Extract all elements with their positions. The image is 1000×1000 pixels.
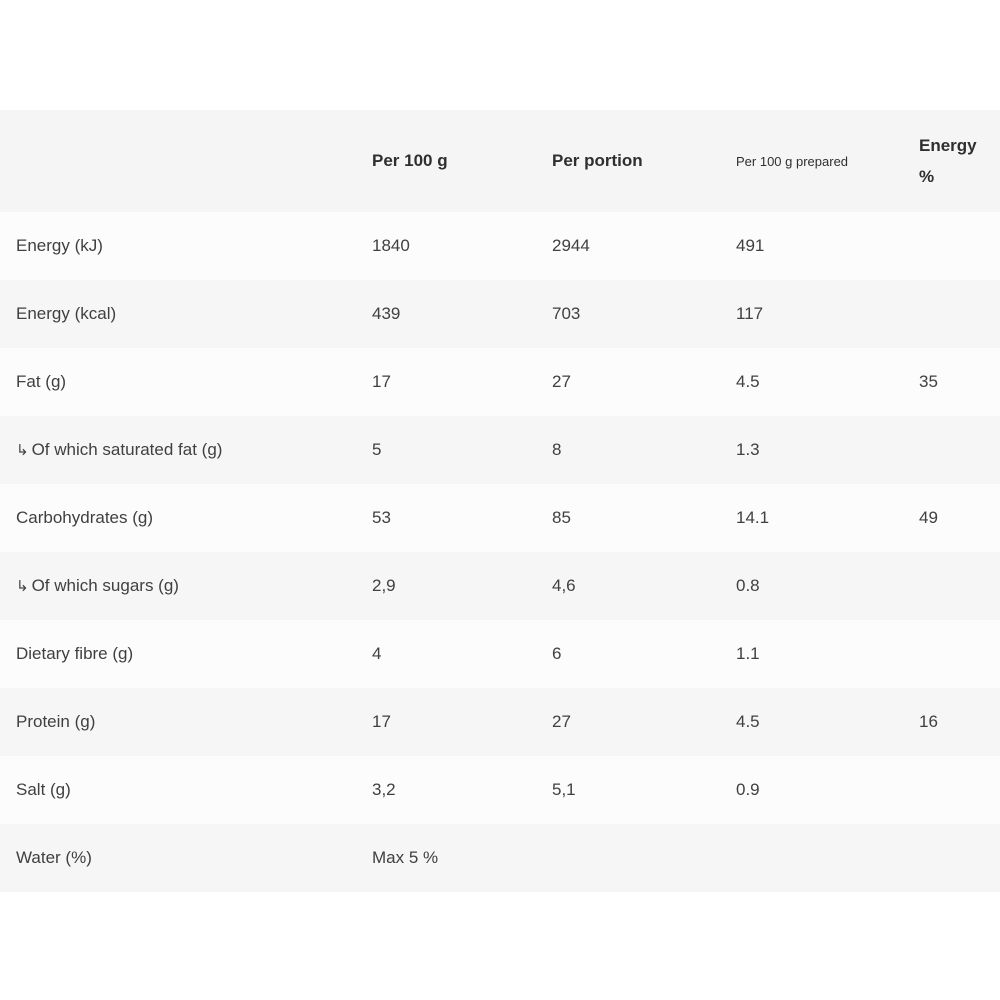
- nutrition-table: [0, 110, 1000, 892]
- row-label-text: Of which sugars (g): [31, 576, 179, 595]
- cell-per-100g-prepared: 0.9: [736, 780, 760, 799]
- table-row: [0, 824, 1000, 892]
- row-label-sub: [0, 552, 372, 620]
- cell-per-portion: 8: [552, 440, 562, 459]
- table-row: [0, 620, 1000, 688]
- cell-per-portion: 2944: [552, 236, 590, 255]
- row-label: Water (%): [16, 848, 92, 867]
- table-row: [0, 756, 1000, 824]
- header-per-100g-prepared: Per 100 g prepared: [736, 153, 849, 169]
- cell-per-portion: 4,6: [552, 576, 576, 595]
- cell-energy-percent: [919, 416, 1000, 484]
- table-row: [0, 416, 1000, 484]
- cell-per-100g-prepared: 4.5: [736, 712, 760, 731]
- cell-per-100g: 5: [372, 440, 382, 459]
- cell-per-100g: 17: [372, 712, 391, 731]
- cell-energy-percent: [919, 756, 1000, 824]
- cell-per-portion: 27: [552, 372, 571, 391]
- cell-per-portion: 27: [552, 712, 571, 731]
- row-label: Fat (g): [16, 372, 67, 391]
- row-label: Dietary fibre (g): [16, 644, 134, 663]
- row-label: Energy (kJ): [16, 236, 103, 255]
- cell-energy-percent: [919, 212, 1000, 280]
- cell-per-portion: 5,1: [552, 780, 576, 799]
- cell-per-100g-prepared: 1.1: [736, 644, 760, 663]
- cell-per-portion: [552, 824, 736, 892]
- table-row: [0, 348, 1000, 416]
- header-energy-percent: Energy %: [919, 136, 977, 186]
- table-row: [0, 280, 1000, 348]
- table-row: [0, 688, 1000, 756]
- cell-per-100g: 53: [372, 508, 391, 527]
- cell-energy-percent: 49: [919, 508, 938, 527]
- cell-per-portion: 6: [552, 644, 562, 663]
- header-per-portion: Per portion: [552, 151, 643, 170]
- cell-energy-percent: [919, 824, 1000, 892]
- sub-item-arrow-icon: ↳: [16, 442, 29, 459]
- row-label: Salt (g): [16, 780, 71, 799]
- cell-per-100g: 17: [372, 372, 391, 391]
- table-row: [0, 552, 1000, 620]
- sub-item-arrow-icon: ↳: [16, 578, 29, 595]
- row-label: Protein (g): [16, 712, 96, 731]
- cell-per-100g-prepared: 14.1: [736, 508, 770, 527]
- cell-energy-percent: [919, 552, 1000, 620]
- cell-per-100g-prepared: 491: [736, 236, 765, 255]
- table-row: [0, 212, 1000, 280]
- cell-energy-percent: [919, 280, 1000, 348]
- cell-per-100g: Max 5 %: [372, 848, 439, 867]
- cell-per-100g-prepared: 1.3: [736, 440, 760, 459]
- cell-per-100g-prepared: 0.8: [736, 576, 760, 595]
- table-row: [0, 484, 1000, 552]
- cell-per-100g: 3,2: [372, 780, 396, 799]
- cell-per-100g: 439: [372, 304, 401, 323]
- row-label-sub: [0, 416, 372, 484]
- row-label: Energy (kcal): [16, 304, 117, 323]
- row-label-text: Of which saturated fat (g): [31, 440, 223, 459]
- cell-per-100g: 4: [372, 644, 382, 663]
- header-per-100g: Per 100 g: [372, 151, 448, 170]
- cell-energy-percent: 35: [919, 372, 938, 391]
- table-header-row: [0, 110, 1000, 212]
- header-label: [0, 110, 372, 212]
- cell-energy-percent: [919, 620, 1000, 688]
- cell-per-100g: 1840: [372, 236, 410, 255]
- row-label: Carbohydrates (g): [16, 508, 154, 527]
- cell-per-100g: 2,9: [372, 576, 396, 595]
- cell-per-100g-prepared: [736, 824, 919, 892]
- cell-per-portion: 703: [552, 304, 581, 323]
- cell-per-100g-prepared: 117: [736, 304, 764, 323]
- cell-per-portion: 85: [552, 508, 571, 527]
- cell-energy-percent: 16: [919, 712, 938, 731]
- cell-per-100g-prepared: 4.5: [736, 372, 760, 391]
